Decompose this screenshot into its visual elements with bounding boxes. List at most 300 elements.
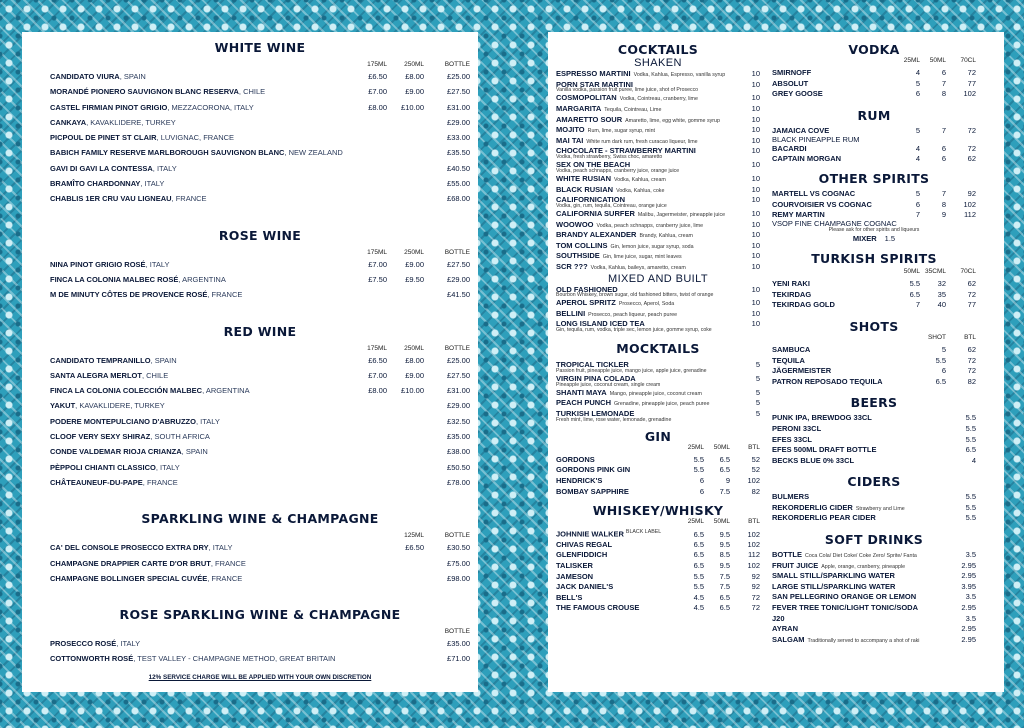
cocktail-item [556, 241, 760, 252]
mocktail-item [556, 409, 760, 417]
item-name: BELL'S [556, 592, 583, 602]
soft-drink-item [772, 550, 976, 561]
item-price: 10 [751, 93, 760, 103]
item-price: £27.50 [447, 370, 470, 380]
item-price: £35.00 [447, 639, 470, 649]
item-price: £35.00 [447, 432, 470, 442]
item-price: £40.50 [447, 163, 470, 173]
soft-drink-item [772, 561, 976, 572]
item-label [556, 298, 730, 307]
item-price: £41.50 [447, 290, 470, 300]
item-label [772, 513, 946, 522]
item-label [556, 561, 674, 570]
column-header: 25ML [687, 443, 704, 451]
column-header: 50ML [713, 518, 730, 526]
item-label [556, 572, 674, 581]
item-label [50, 401, 350, 410]
wine-item [50, 654, 470, 669]
item-label [556, 529, 674, 539]
item-price: £8.00 [405, 72, 424, 81]
item-description: White rum dark rum, fresh curacao liqueur, lime [586, 138, 698, 145]
gin-item [556, 465, 760, 476]
cocktails-title: COCKTAILS [617, 42, 699, 57]
wine-item [50, 574, 470, 589]
item-label [772, 210, 890, 219]
item-name: FEVER TREE TONIC/LIGHT TONIC/SODA [772, 603, 918, 613]
item-price: 2.95 [961, 603, 976, 613]
column-headers [772, 57, 976, 68]
item-label [772, 89, 890, 98]
item-price: £25.00 [447, 72, 470, 81]
cocktail-item [556, 69, 760, 80]
wine-item [50, 478, 470, 493]
soft-drink-item [772, 603, 976, 614]
item-price: 3.5 [965, 550, 976, 560]
item-name: SOUTHSIDE [556, 251, 600, 261]
item-label [50, 639, 350, 648]
item-price: 2.95 [961, 560, 976, 570]
item-label [556, 185, 730, 194]
whiskey-item [556, 582, 760, 593]
item-name: AMARETTO SOUR [556, 114, 623, 124]
item-name: BOMBAY SAPPHIRE [556, 486, 629, 496]
wine-item [50, 463, 470, 478]
item-label [556, 388, 730, 397]
menu-column [772, 42, 976, 645]
item-label [772, 366, 916, 375]
item-label [50, 290, 350, 299]
item-price: 4 [915, 143, 920, 153]
item-price: 5.5 [965, 513, 976, 523]
item-name: JOHNNIE WALKER [556, 529, 624, 539]
whiskey-item [556, 529, 760, 540]
item-name: CANDIDATO TEMPRANILLO [50, 355, 151, 365]
item-name: FRUIT JUICE [772, 560, 819, 570]
item-origin: , ITALY [195, 416, 220, 426]
item-price: £31.00 [447, 386, 470, 396]
column-header: 175ML [367, 248, 387, 256]
item-name: CANKAYA [50, 117, 87, 127]
column-headers [50, 628, 470, 639]
wine-item [50, 275, 470, 290]
item-price: 102 [747, 539, 760, 549]
item-label [772, 614, 946, 623]
cocktail-item [556, 136, 760, 147]
vodka-title: VODKA [848, 42, 900, 57]
mixer-row [772, 234, 976, 245]
item-name: CHAMPAGNE BOLLINGER SPECIAL CUVÉE [50, 573, 208, 583]
item-name: PROSECCO ROSÉ [50, 639, 117, 649]
item-price: 5 [755, 409, 760, 419]
spirit-item [772, 189, 976, 200]
item-price: 10 [751, 103, 760, 113]
item-description: Gin, lime juice, sugar, mint leaves [602, 254, 682, 261]
item-origin: , ITALY [116, 639, 141, 649]
wine-item [50, 260, 470, 275]
mocktail-description: Pineapple juice, coconut cream, single cream [556, 381, 661, 388]
column-header: SHOT [927, 333, 946, 341]
wine-item [50, 179, 470, 194]
cocktail-description: Bourbon Whiskey, brown sugar, old fashioned bitters, twist of orange [556, 292, 714, 299]
whiskey-item [556, 550, 760, 561]
beers-title: BEERS [850, 395, 898, 411]
item-name: VIRGIN PINA COLADA [556, 374, 636, 384]
item-price: £68.00 [447, 194, 470, 204]
item-price: 7.5 [719, 486, 730, 496]
item-price: 4 [915, 68, 920, 77]
item-label [772, 550, 946, 559]
item-name: CANDIDATO VIURA [50, 72, 120, 81]
item-label [50, 463, 350, 472]
item-price: 32 [937, 279, 946, 289]
item-price: £25.00 [447, 355, 470, 365]
item-price: £8.00 [368, 102, 387, 112]
item-label [50, 148, 350, 157]
column-header: 25ML [687, 518, 704, 526]
item-price: 7.5 [719, 571, 730, 581]
wine-item [50, 386, 470, 401]
column-header: BOTTLE [444, 61, 470, 68]
item-price: 5 [915, 188, 920, 198]
item-price: 9 [725, 476, 730, 486]
item-name: BRANDY ALEXANDER [556, 230, 637, 240]
column-headers [772, 334, 976, 345]
cocktail-description: Vodka, gin, rum, tequila, Cointreau, orange juice [556, 202, 667, 209]
column-header: 70CL [960, 268, 976, 276]
item-label [556, 476, 674, 485]
cocktail-item [556, 174, 760, 185]
item-name: PEACH PUNCH [556, 398, 612, 408]
item-label [772, 68, 890, 77]
wine-item [50, 118, 470, 133]
item-price: 2.95 [961, 624, 976, 634]
rosesparkling-title: ROSE SPARKLING WINE & CHAMPAGNE [119, 607, 401, 623]
item-name: TEKIRDAG GOLD [772, 300, 835, 310]
item-price: 92 [751, 582, 760, 592]
item-price: 6.5 [965, 445, 976, 455]
item-price: 10 [751, 219, 760, 229]
item-price: 2.95 [961, 634, 976, 644]
vodka-item [772, 68, 976, 79]
item-name: ESPRESSO MARTINI [556, 69, 631, 78]
item-price: 9.5 [719, 561, 730, 571]
item-price: 10 [751, 160, 760, 170]
mocktail-description: Fresh mint, lime, rose water, lemonade, grenadine [556, 416, 672, 423]
item-label [50, 478, 350, 487]
item-label [556, 251, 730, 260]
wine-item [50, 371, 470, 386]
cocktail-item [556, 125, 760, 136]
item-name: SMIRNOFF [772, 68, 812, 77]
item-description: Traditionally served to accompany a shot of raki [807, 637, 920, 644]
item-price: 5.5 [965, 434, 976, 444]
item-price: 6 [699, 476, 704, 486]
item-label [50, 559, 350, 568]
item-price: 3.95 [961, 581, 976, 591]
item-price: 6.5 [719, 465, 730, 475]
item-price: 7 [941, 188, 946, 198]
item-price: 10 [751, 240, 760, 250]
item-name: TEQUILA [772, 355, 805, 365]
cocktail-description: Gin, tequila, rum, vodka, triple sec, lemon juice, gomme syrup, coke [556, 327, 712, 334]
item-label [556, 550, 674, 559]
item-origin: , ITALY [145, 259, 170, 269]
item-label [50, 432, 350, 441]
item-price: 52 [751, 465, 760, 475]
soft-drink-item [772, 614, 976, 625]
beer-item [772, 445, 976, 456]
item-price: 7 [915, 210, 920, 220]
red-title: RED WINE [223, 323, 297, 339]
item-label [50, 179, 350, 188]
ciders-title: CIDERS [847, 474, 901, 490]
item-name: SAMBUCA [772, 344, 811, 354]
gin-item [556, 487, 760, 498]
column-header: BTL [748, 443, 760, 451]
item-description: Vodka, Cointreau, cranberry, lime [619, 96, 698, 103]
cocktail-item [556, 104, 760, 115]
column-header: BTL [748, 518, 760, 526]
item-name: BLACK RUSIAN [556, 184, 614, 194]
item-price: 10 [751, 125, 760, 135]
column-header: 175ML [367, 61, 387, 68]
item-name: BECKS BLUE 0% 33CL [772, 455, 855, 465]
item-name: SALGAM [772, 634, 805, 644]
item-name: GAVI DI GAVI LA CONTESSA [50, 163, 153, 173]
item-price: 10 [751, 173, 760, 183]
item-origin: , MEZZACORONA, ITALY [167, 102, 254, 112]
item-price: 5.5 [935, 355, 946, 365]
vodka-item [772, 89, 976, 100]
item-name: BOTTLE [772, 550, 802, 560]
cider-item [772, 492, 976, 503]
item-price: 6.5 [909, 289, 920, 299]
shot-item [772, 345, 976, 356]
item-name: NINA PINOT GRIGIO ROSÉ [50, 259, 146, 269]
shot-item [772, 366, 976, 377]
item-name: YAKUT [50, 401, 76, 411]
item-price: 6.5 [693, 529, 704, 539]
item-label [556, 593, 674, 602]
item-label [772, 200, 890, 209]
item-price: £7.00 [368, 370, 387, 380]
item-price: 10 [751, 135, 760, 145]
wine-item [50, 417, 470, 432]
soft-drinks-title: SOFT DRINKS [824, 532, 924, 548]
item-price: 5.5 [693, 582, 704, 592]
item-price: 92 [967, 188, 976, 198]
item-price: £6.50 [405, 543, 424, 553]
item-label [556, 455, 674, 464]
cocktail-item [556, 220, 760, 231]
item-label [556, 540, 674, 549]
item-price: £78.00 [447, 477, 470, 487]
item-name: ABSOLUT [772, 78, 809, 88]
soft-drink-item [772, 571, 976, 582]
cocktail-item [556, 319, 760, 327]
column-header: 250ML [404, 344, 424, 352]
item-name: CALIFORNIA SURFER [556, 208, 635, 218]
mixer-label: MIXER [852, 234, 877, 244]
item-name: MARGARITA [556, 103, 602, 113]
item-name: J20 [772, 613, 785, 623]
wine-item [50, 290, 470, 305]
rum-item-subname: BLACK PINEAPPLE RUM [772, 134, 860, 144]
item-origin: , SPAIN [181, 447, 208, 457]
item-name: SANTA ALEGRA MERLOT [50, 370, 142, 380]
item-price: £50.50 [447, 462, 470, 472]
item-name: CHOCOLATE - STRAWBERRY MARTINI [556, 146, 696, 156]
item-price: £7.00 [368, 87, 387, 97]
item-label [772, 624, 946, 633]
item-price: 2.95 [961, 571, 976, 581]
item-label [556, 582, 674, 591]
beer-item [772, 435, 976, 446]
item-name: LONG ISLAND ICED TEA [556, 319, 645, 329]
mocktail-item [556, 360, 760, 368]
item-price: 5.5 [693, 571, 704, 581]
item-name: FINCA LA COLONIA MALBEC ROSÉ [50, 274, 179, 284]
item-price: 102 [747, 529, 760, 539]
wine-item [50, 639, 470, 654]
item-origin: , ITALY [152, 163, 177, 173]
item-label [50, 103, 350, 112]
item-price: £31.00 [447, 102, 470, 112]
item-price: 72 [967, 68, 976, 77]
item-name: CHABLIS 1ER CRU VAU LIGNEAU [50, 194, 172, 204]
item-name: GREY GOOSE [772, 89, 823, 99]
shot-item [772, 377, 976, 388]
column-header: 175ML [367, 344, 387, 352]
item-price: 6.5 [693, 550, 704, 560]
item-label [772, 413, 946, 422]
item-price: 4 [971, 455, 976, 465]
item-label [772, 503, 946, 512]
item-price: £9.50 [405, 274, 424, 284]
item-label [772, 424, 946, 433]
cocktail-item [556, 115, 760, 126]
item-price: 10 [751, 69, 760, 78]
whiskey-title: WHISKEY/WHISKY [592, 503, 724, 519]
wine-item [50, 133, 470, 148]
item-price: £55.00 [447, 179, 470, 189]
spirit-item [772, 210, 976, 219]
whiskey-item [556, 572, 760, 583]
item-price: 7 [941, 78, 946, 88]
item-price: 72 [967, 355, 976, 365]
cocktail-description: Vodka, peach schnapps, cranberry juice, orange juice [556, 167, 680, 174]
item-name: COURVOISIER VS COGNAC [772, 199, 872, 209]
item-price: 4.5 [693, 603, 704, 613]
item-price: 6 [941, 68, 946, 77]
column-header: 70CL [960, 57, 976, 64]
item-price: 5 [915, 125, 920, 135]
item-price: 62 [967, 154, 976, 164]
item-price: £9.00 [405, 87, 424, 97]
item-price: 8.5 [719, 550, 730, 560]
item-price: £38.00 [447, 447, 470, 457]
item-label [772, 154, 890, 163]
item-origin: , SPAIN [119, 72, 146, 81]
item-label [556, 93, 730, 102]
item-label [772, 345, 916, 354]
menu-column [556, 42, 760, 614]
item-price: 6.5 [693, 561, 704, 571]
item-name: FINCA LA COLONIA COLECCIÓN MALBEC [50, 386, 203, 396]
item-price: 77 [967, 78, 976, 88]
item-price: 10 [751, 146, 760, 156]
column-headers [50, 532, 470, 543]
item-description: Prosecco, Aperol, Soda [618, 301, 675, 308]
wine-item [50, 543, 470, 558]
item-name: TURKISH LEMONADE [556, 409, 635, 419]
item-price: 72 [967, 366, 976, 376]
item-label [772, 279, 890, 288]
vodka-item [772, 79, 976, 90]
item-price: 6.5 [693, 539, 704, 549]
cocktail-item [556, 230, 760, 241]
item-name: TROPICAL TICKLER [556, 360, 629, 370]
item-price: 6 [699, 486, 704, 496]
wine-item [50, 164, 470, 179]
item-label [772, 290, 890, 299]
item-price: £29.00 [447, 274, 470, 284]
item-price: 6 [915, 89, 920, 99]
item-description: Amaretto, lime, egg white, gomme syrup [625, 117, 720, 124]
item-name: PICPOUL DE PINET ST CLAIR [50, 133, 157, 143]
item-price: 72 [967, 289, 976, 299]
item-name: COTTONWORTH ROSÉ [50, 654, 134, 664]
column-headers [50, 249, 470, 260]
item-price: 5.5 [965, 502, 976, 512]
item-price: 8 [941, 89, 946, 99]
column-header: 25ML [903, 57, 920, 64]
item-label [50, 371, 350, 380]
item-description: Tequila, Cointreau, Lime [604, 106, 662, 113]
item-name: M DE MINUTY CÔTES DE PROVENCE ROSÉ [50, 290, 208, 300]
item-label [50, 133, 350, 142]
menu-column [50, 40, 470, 684]
spirit-item-subname: VSOP FINE CHAMPAGNE COGNAC [772, 219, 897, 229]
item-name: REKORDERLIG PEAR CIDER [772, 513, 876, 523]
item-label [50, 87, 350, 96]
cocktail-description: Vanilla vodka, passion fruit puree, lime juice, shot of Prosecco [556, 87, 699, 94]
item-price: 5 [755, 387, 760, 397]
item-name: SCR ??? [556, 261, 588, 271]
mocktail-item [556, 388, 760, 399]
item-price: 5 [755, 360, 760, 370]
rum-item [772, 154, 976, 165]
item-price: £29.00 [447, 117, 470, 127]
item-name: LARGE STILL/SPARKLING WATER [772, 581, 896, 591]
item-label [772, 635, 946, 644]
item-price: 3.5 [965, 613, 976, 623]
item-name: JACK DANIEL'S [556, 582, 614, 592]
item-price: 7 [941, 125, 946, 135]
item-price: 112 [964, 210, 976, 220]
item-price: 5.5 [909, 279, 920, 289]
column-headers [556, 444, 760, 455]
item-name: CA' DEL CONSOLE PROSECCO EXTRA DRY [50, 543, 209, 553]
cocktail-description: Vodka, fresh strawberry, Swiss choc, amaretto [556, 154, 663, 161]
center-spine [478, 0, 548, 728]
item-label [556, 603, 674, 612]
service-charge-note: 12% SERVICE CHARGE WILL BE APPLIED WITH YOUR OWN DISCRETION [148, 673, 372, 681]
column-headers [50, 61, 470, 72]
item-name: SHANTI MAYA [556, 387, 607, 397]
item-label [772, 126, 890, 135]
item-price: 10 [751, 114, 760, 124]
